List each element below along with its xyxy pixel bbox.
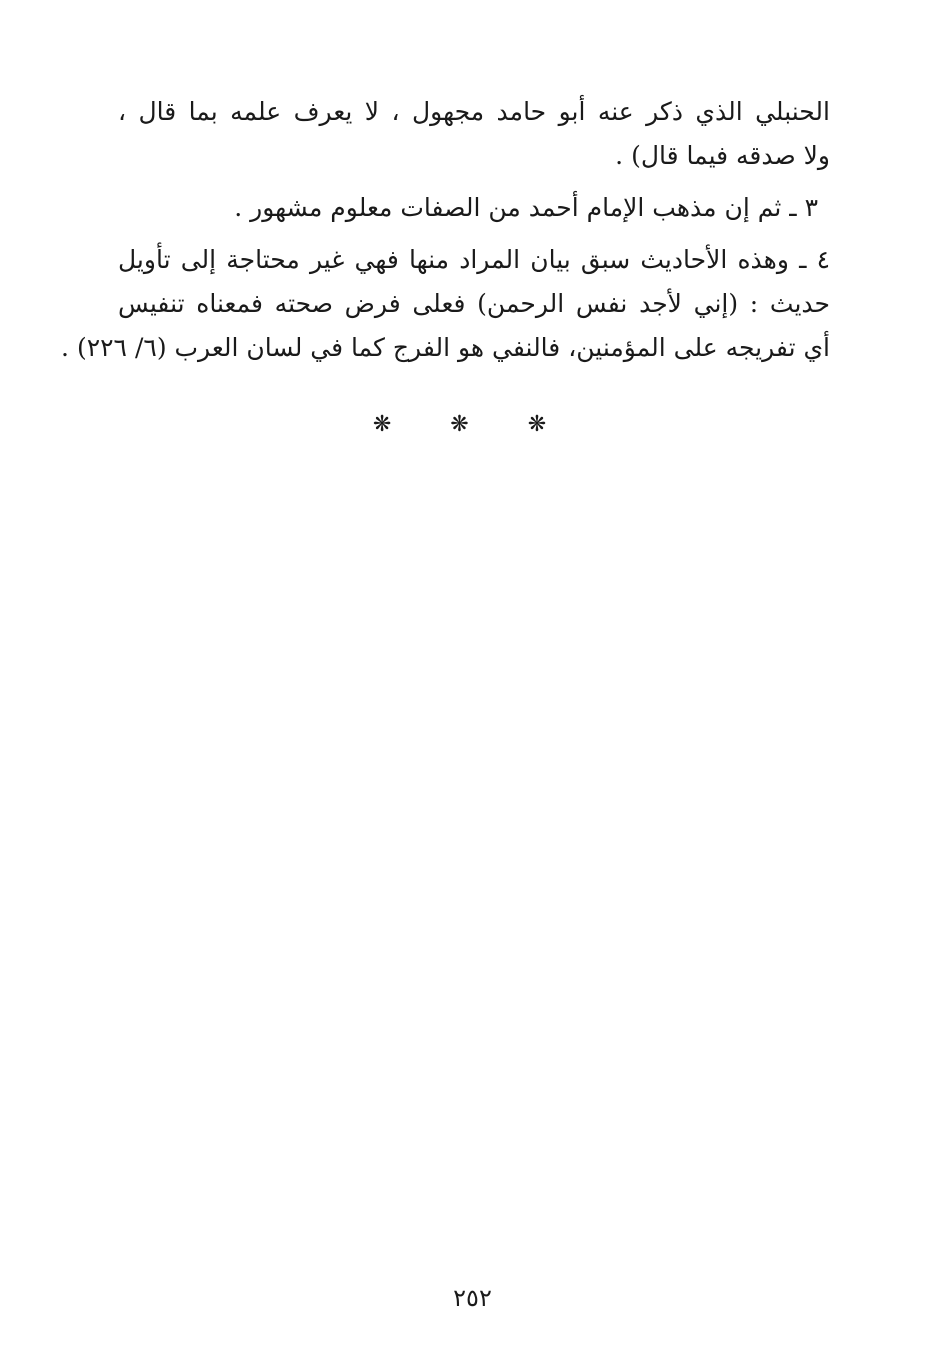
text-line: أي تفريجه على المؤمنين، فالنفي هو الفرج كما في لسان العرب (٦/ ٢٢٦) .: [61, 333, 830, 362]
paragraph-continuation: [118, 90, 830, 178]
text-line: حديث : (إني لأجد نفس الرحمن) فعلى فرض صحته فمعناه تنفيس: [118, 289, 830, 318]
text-line: ولا صدقه فيما قال) .: [615, 141, 830, 170]
paragraph-item-4: [61, 238, 830, 370]
paragraph-item-3: [118, 186, 830, 230]
text-line: الحنبلي الذي ذكر عنه أبو حامد مجهول ، لا يعرف علمه بما قال ،: [118, 97, 830, 126]
text-line: ٣ ـ ثم إن مذهب الإمام أحمد من الصفات معلوم مشهور .: [234, 193, 818, 222]
text-line: ٤ ـ وهذه الأحاديث سبق بيان المراد منها فهي غير محتاجة إلى تأويل: [118, 245, 830, 274]
section-separator-ornament: ❋ ❋ ❋: [372, 412, 573, 437]
page-number: ٢٥٢: [453, 1284, 492, 1312]
